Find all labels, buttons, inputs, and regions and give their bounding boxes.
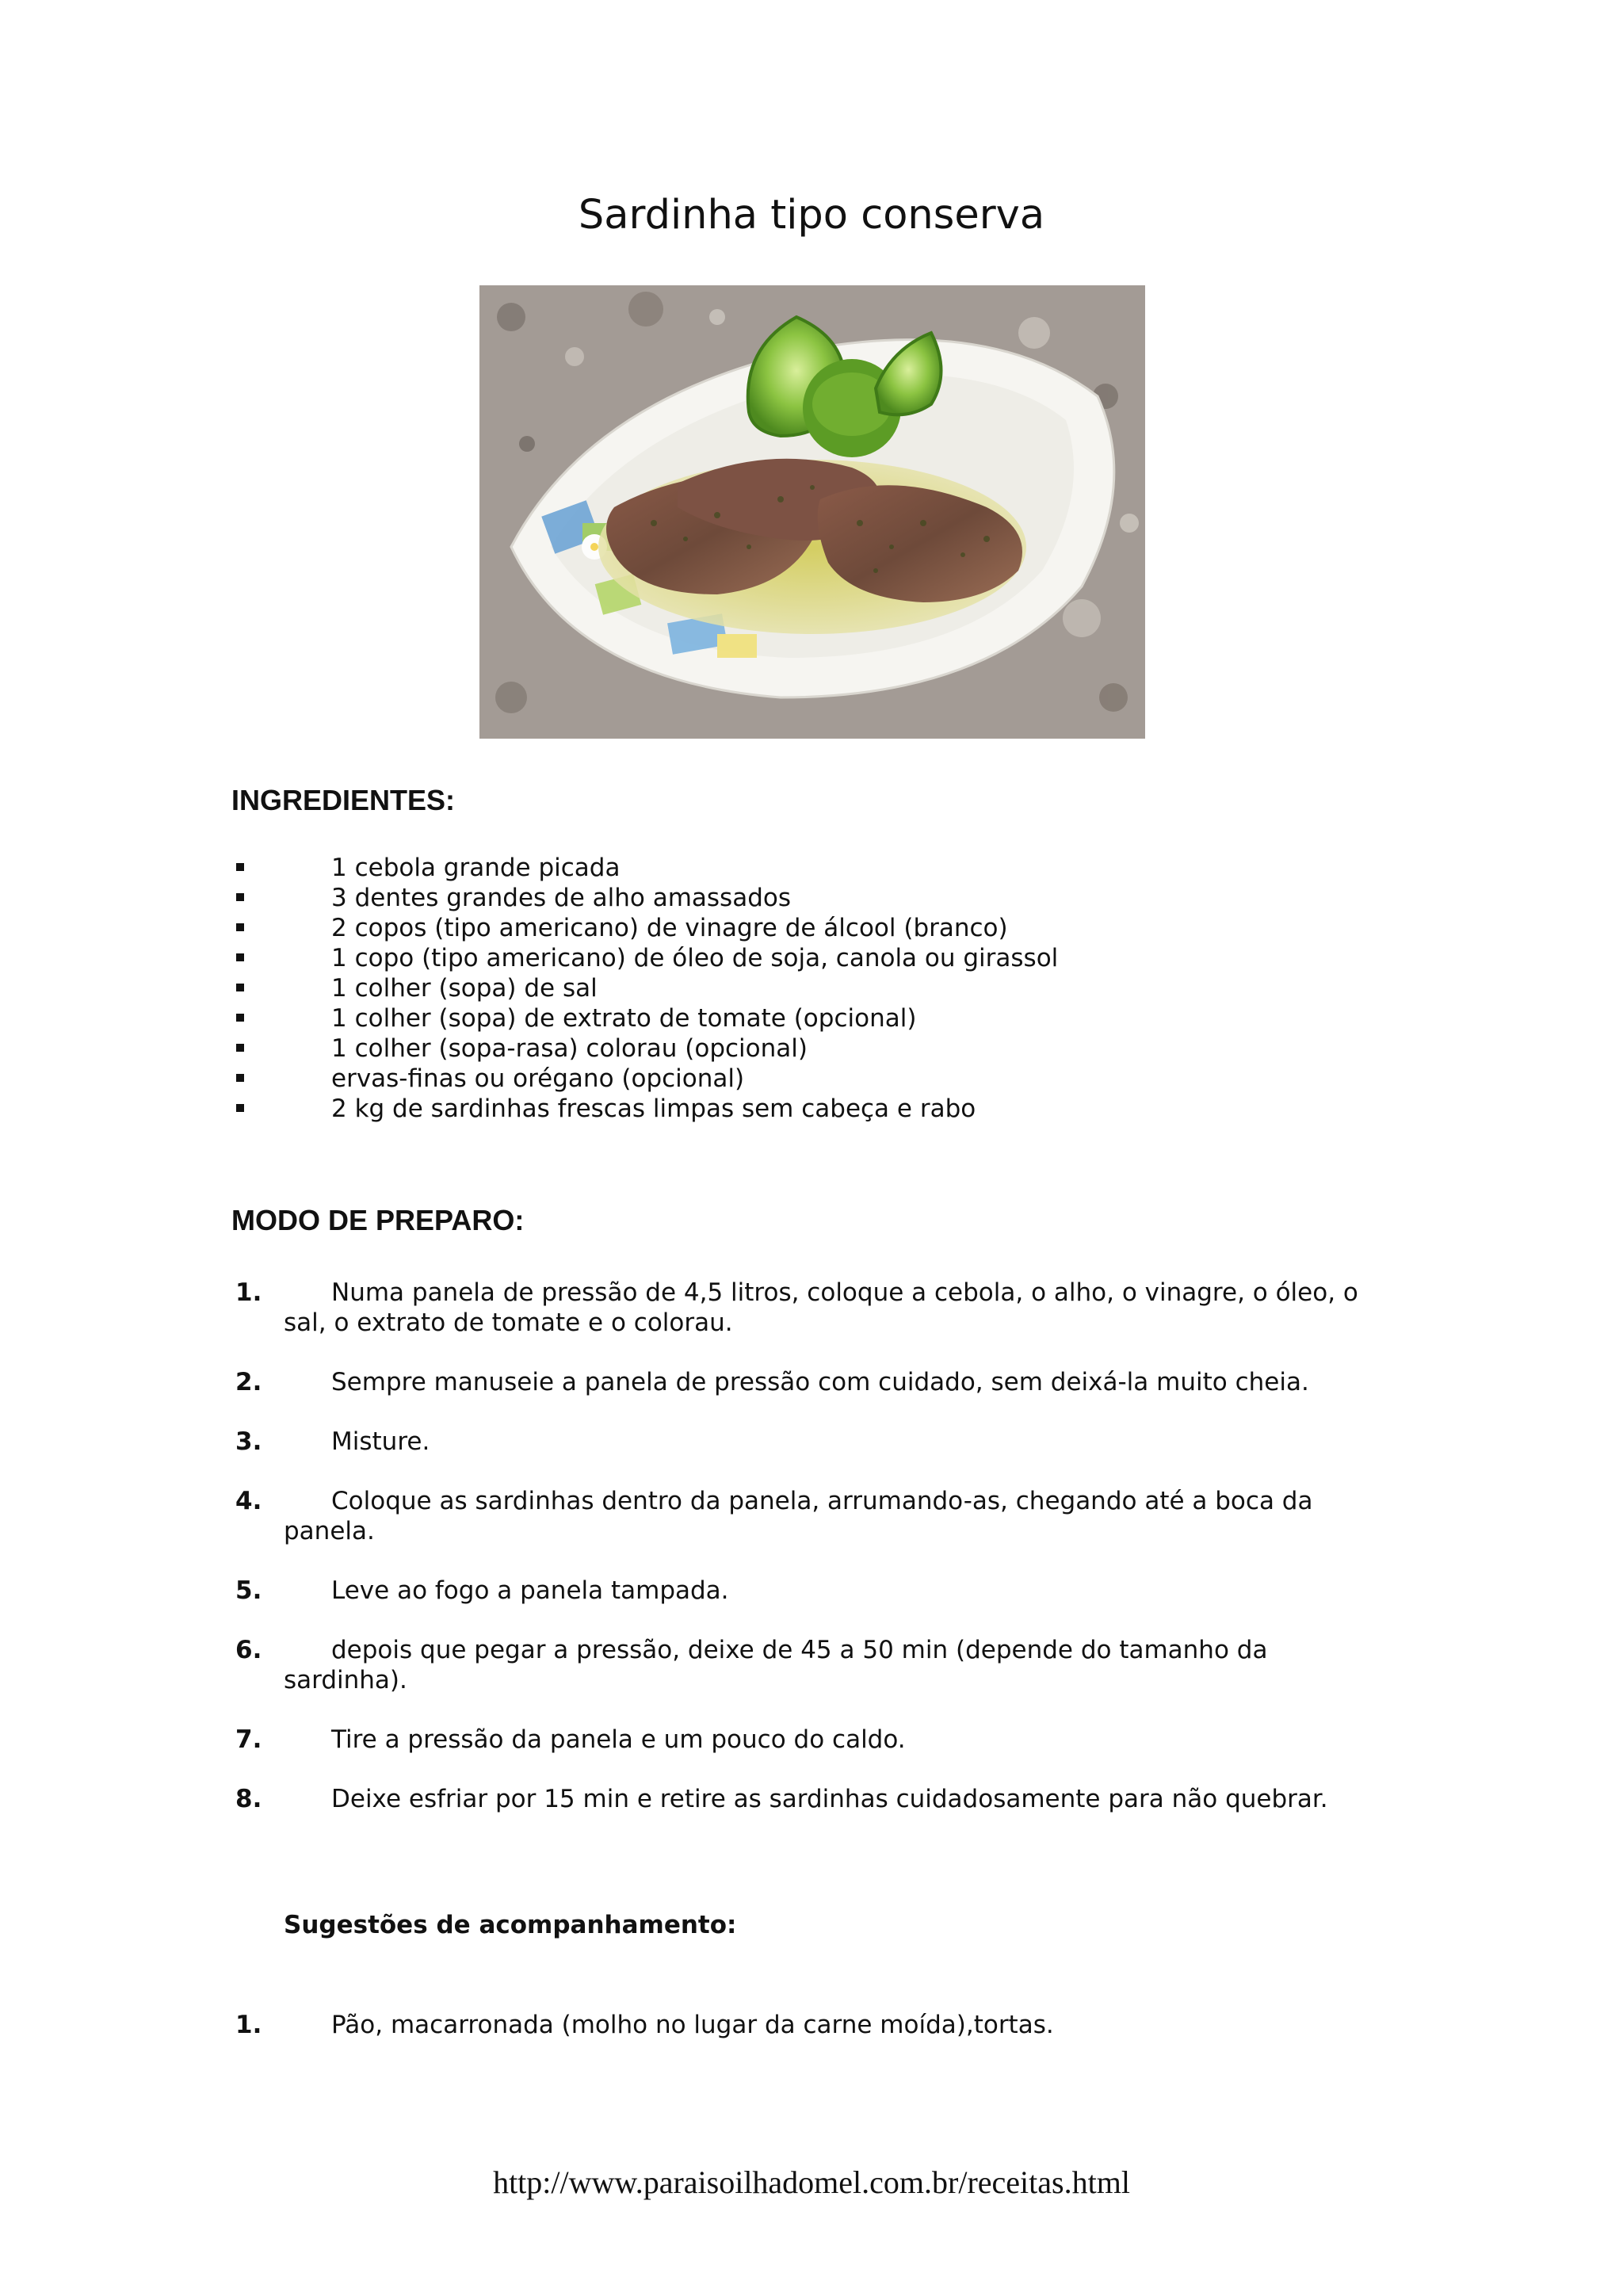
list-item	[231, 943, 1058, 973]
step-number: 7.	[235, 1725, 262, 1754]
list-item	[231, 883, 1058, 913]
preparo-steps	[231, 1278, 1388, 1843]
square-bullet-icon	[236, 863, 244, 871]
step-item	[231, 1278, 1388, 1338]
step-number: 2.	[235, 1368, 262, 1396]
square-bullet-icon	[236, 923, 244, 931]
step-item	[231, 1367, 1388, 1397]
step-number: 1.	[235, 1278, 262, 1307]
step-text: Deixe esfriar por 15 min e retire as sardinhas cuidadosamente para não quebrar.	[331, 1785, 1328, 1813]
ingredients-heading: INGREDIENTES:	[231, 784, 456, 816]
step-number: 3.	[235, 1427, 262, 1456]
step-item	[231, 1486, 1388, 1546]
ingredient-text: 1 colher (sopa) de extrato de tomate (opcional)	[331, 1004, 917, 1033]
step-text: Numa panela de pressão de 4,5 litros, coloque a cebola, o alho, o vinagre, o óleo, o sal, o extrato de tomate e o colorau.	[284, 1278, 1358, 1337]
step-text: Coloque as sardinhas dentro da panela, arrumando-as, chegando até a boca da panela.	[284, 1487, 1313, 1545]
list-item	[231, 1094, 1058, 1124]
list-item	[231, 1064, 1058, 1094]
step-item	[231, 1725, 1388, 1755]
square-bullet-icon	[236, 953, 244, 961]
step-item	[231, 1427, 1388, 1457]
square-bullet-icon	[236, 1074, 244, 1082]
suggestion-number: 1.	[235, 2011, 262, 2039]
list-item	[231, 973, 1058, 1003]
step-number: 4.	[235, 1487, 262, 1515]
list-item	[231, 913, 1058, 943]
square-bullet-icon	[236, 1104, 244, 1112]
footer-url[interactable]: http://www.paraisoilhadomel.com.br/receitas.html	[493, 2164, 1130, 2200]
step-text: Leve ao fogo a panela tampada.	[331, 1576, 729, 1605]
step-text: Tire a pressão da panela e um pouco do caldo.	[331, 1725, 906, 1754]
square-bullet-icon	[236, 1044, 244, 1052]
sardine-dish-photo	[479, 285, 1145, 739]
square-bullet-icon	[236, 984, 244, 991]
preparo-heading: MODO DE PREPARO:	[231, 1204, 525, 1236]
step-number: 6.	[235, 1636, 262, 1664]
ingredient-text: 2 copos (tipo americano) de vinagre de álcool (branco)	[331, 914, 1008, 942]
suggestion-item	[231, 2010, 1388, 2040]
step-item	[231, 1635, 1388, 1695]
sugestoes-heading: Sugestões de acompanhamento:	[284, 1911, 737, 1939]
ingredient-text: 1 colher (sopa-rasa) colorau (opcional)	[331, 1034, 808, 1063]
step-text: Misture.	[331, 1427, 430, 1456]
list-item	[231, 1033, 1058, 1064]
ingredient-text: 1 copo (tipo americano) de óleo de soja, canola ou girassol	[331, 944, 1059, 972]
square-bullet-icon	[236, 1014, 244, 1022]
ingredients-list	[231, 853, 1058, 1124]
step-number: 5.	[235, 1576, 262, 1605]
ingredient-text: 1 cebola grande picada	[331, 854, 621, 882]
page-title: Sardinha tipo conserva	[578, 192, 1045, 239]
step-item	[231, 1576, 1388, 1606]
list-item	[231, 853, 1058, 883]
suggestion-text: Pão, macarronada (molho no lugar da carne moída),tortas.	[331, 2011, 1054, 2039]
list-item	[231, 1003, 1058, 1033]
ingredient-text: 2 kg de sardinhas frescas limpas sem cabeça e rabo	[331, 1095, 976, 1123]
ingredient-text: 1 colher (sopa) de sal	[331, 974, 598, 1003]
step-item	[231, 1784, 1388, 1814]
sugestoes-list	[231, 2010, 1388, 2040]
ingredient-text: ervas-finas ou orégano (opcional)	[331, 1064, 745, 1093]
step-text: depois que pegar a pressão, deixe de 45 a 50 min (depende do tamanho da sardinha).	[284, 1636, 1268, 1694]
step-number: 8.	[235, 1785, 262, 1813]
step-text: Sempre manuseie a panela de pressão com cuidado, sem deixá-la muito cheia.	[331, 1368, 1309, 1396]
ingredient-text: 3 dentes grandes de alho amassados	[331, 884, 791, 912]
square-bullet-icon	[236, 893, 244, 901]
